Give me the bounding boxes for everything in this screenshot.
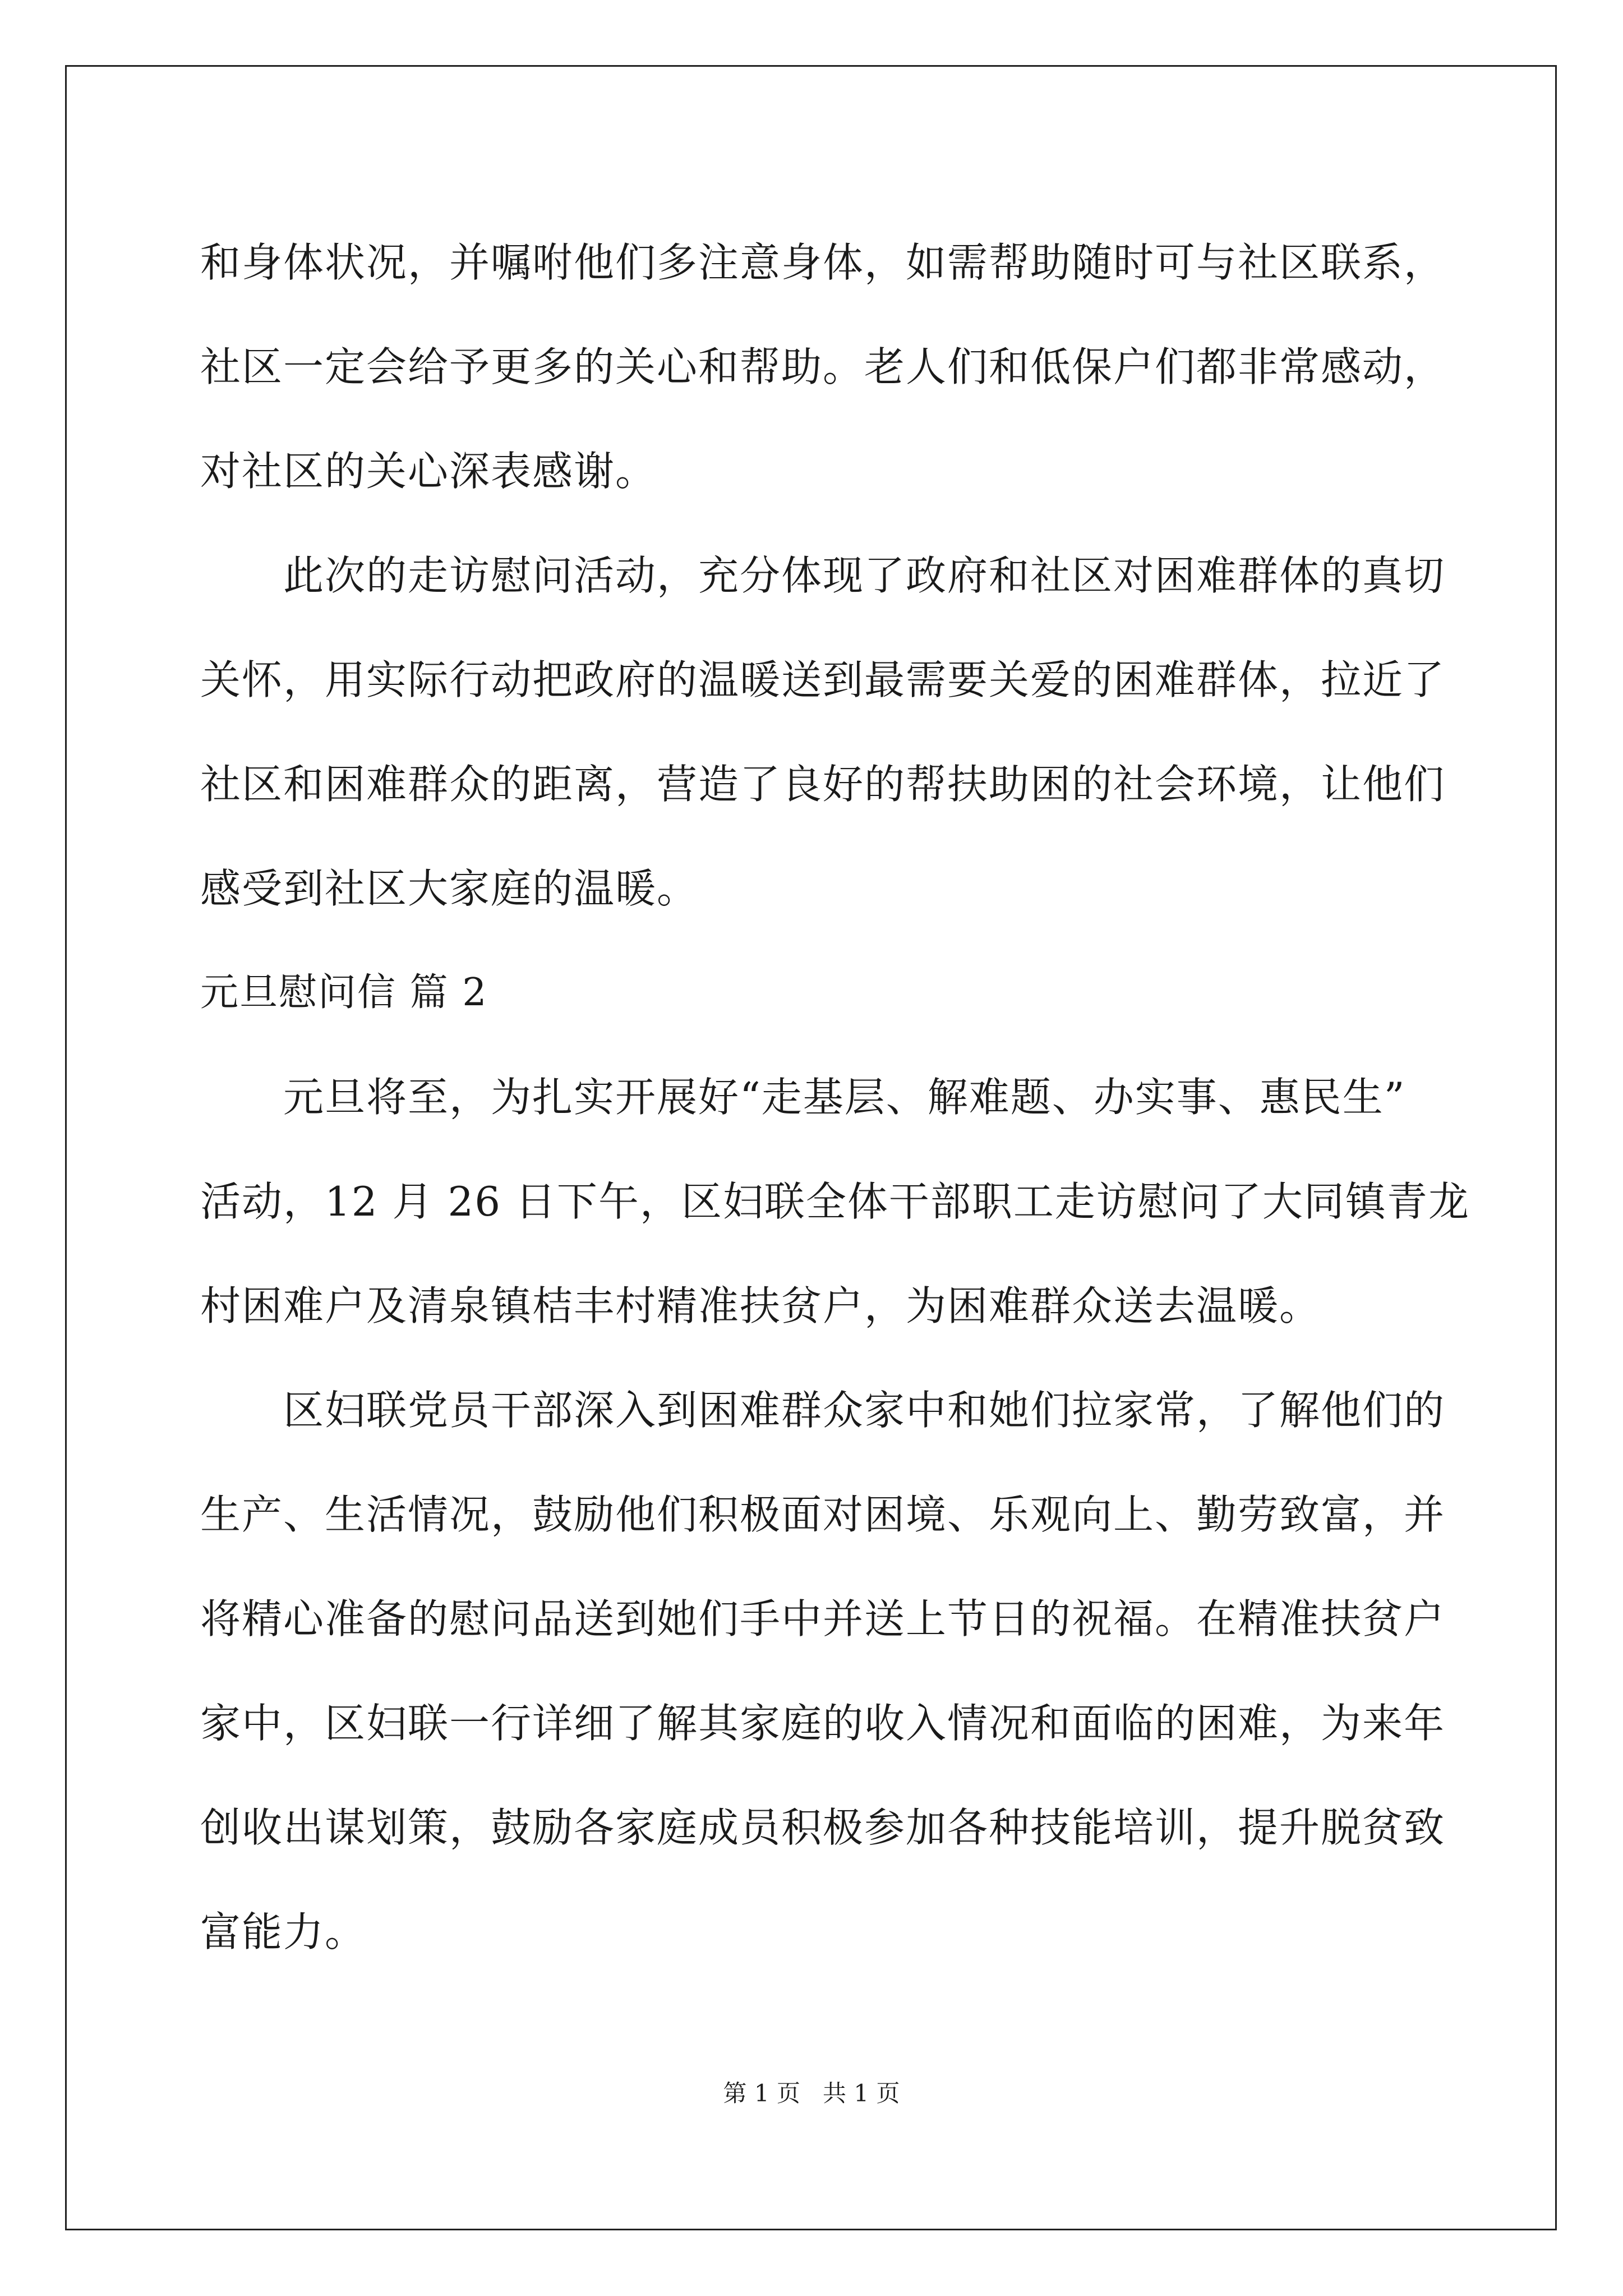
paragraph-line: 社区一定会给予更多的关心和帮助。老人们和低保户们都非常感动， [200, 343, 1446, 390]
paragraph-line: 感受到社区大家庭的温暖。 [200, 865, 699, 912]
paragraph-line: 生产、生活情况，鼓励他们积极面对困境、乐观向上、勤劳致富，并 [200, 1491, 1446, 1538]
paragraph-line: 村困难户及清泉镇桔丰村精准扶贫户，为困难群众送去温暖。 [200, 1282, 1321, 1329]
paragraph-line: 此次的走访慰问活动，充分体现了政府和社区对困难群体的真切 [283, 552, 1446, 599]
paragraph-line: 和身体状况，并嘱咐他们多注意身体，如需帮助随时可与社区联系， [200, 239, 1446, 286]
paragraph-line: 活动，12 月 26 日下午，区妇联全体干部职工走访慰问了大同镇青龙 [200, 1178, 1470, 1225]
paragraph-line: 家中，区妇联一行详细了解其家庭的收入情况和面临的困难，为来年 [200, 1700, 1446, 1747]
section-heading: 元旦慰问信 篇 2 [200, 970, 488, 1015]
page-footer: 第 1 页 共 1 页 [723, 2079, 900, 2107]
paragraph-line: 富能力。 [200, 1908, 367, 1955]
paragraph-line: 创收出谋划策，鼓励各家庭成员积极参加各种技能培训，提升脱贫致 [200, 1804, 1446, 1851]
paragraph-line: 社区和困难群众的距离，营造了良好的帮扶助困的社会环境，让他们 [200, 761, 1446, 808]
paragraph-line: 对社区的关心深表感谢。 [200, 448, 657, 495]
paragraph-line: 关怀，用实际行动把政府的温暖送到最需要关爱的困难群体，拉近了 [200, 656, 1446, 703]
paragraph-line: 将精心准备的慰问品送到她们手中并送上节日的祝福。在精准扶贫户 [200, 1595, 1446, 1642]
paragraph-line: 区妇联党员干部深入到困难群众家中和她们拉家常，了解他们的 [283, 1387, 1446, 1434]
document-body [200, 210, 1470, 1984]
paragraph-line: 元旦将至，为扎实开展好“走基层、解难题、办实事、惠民生” [283, 1074, 1406, 1121]
